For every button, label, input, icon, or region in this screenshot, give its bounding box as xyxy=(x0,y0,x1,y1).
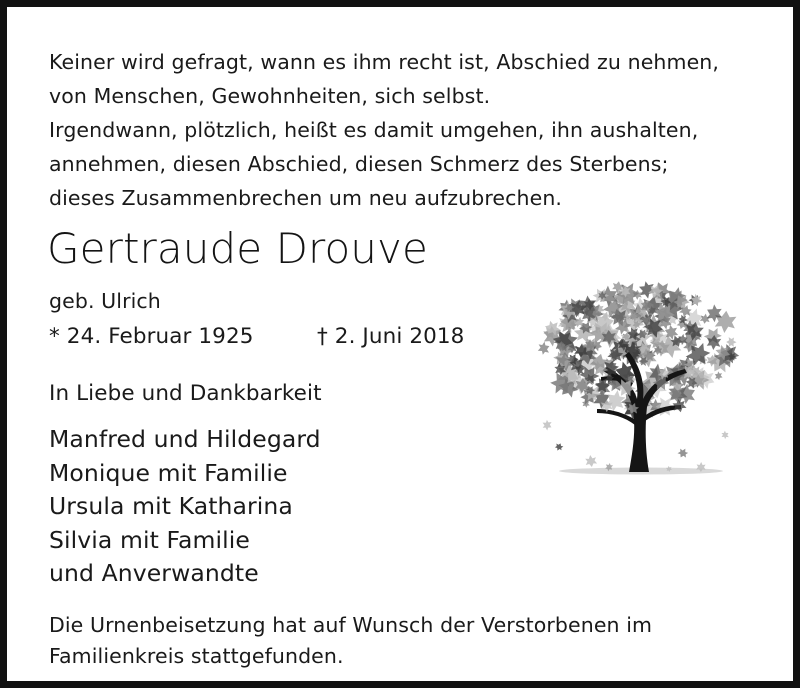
poem-line: annehmen, diesen Abschied, diesen Schmerz des Sterbens; xyxy=(49,152,669,176)
leaf-shape xyxy=(585,454,598,467)
poem-line: von Menschen, Gewohnheiten, sich selbst. xyxy=(49,84,491,108)
mourner-name: Silvia mit Familie xyxy=(49,525,250,554)
leaf-shape xyxy=(676,446,689,459)
leaf-shape xyxy=(536,341,552,357)
mourner-name: Monique mit Familie xyxy=(49,458,288,487)
mourner-name: Manfred und Hildegard xyxy=(49,425,321,453)
poem-line: Irgendwann, plötzlich, heißt es damit umgehen, ihn aushalten, xyxy=(49,118,699,142)
death-date: † 2. Juni 2018 xyxy=(317,324,465,349)
poem-line: Keiner wird gefragt, wann es ihm recht ist, Abschied zu nehmen, xyxy=(49,50,719,74)
poem-line: dieses Zusammenbrechen um neu aufzubrechen. xyxy=(49,186,563,210)
poem-text xyxy=(49,45,719,215)
leaf-shape xyxy=(540,418,553,431)
burial-notice xyxy=(49,610,652,672)
birth-name: geb. Ulrich xyxy=(49,289,161,313)
leaf-shape xyxy=(720,430,731,441)
deceased-name: Gertraude Drouve xyxy=(47,224,428,273)
notice-line: Die Urnenbeisetzung hat auf Wunsch der Verstorbenen im xyxy=(49,613,653,637)
mourner-name: und Anverwandte xyxy=(49,559,259,587)
mourners-list xyxy=(49,423,321,591)
mourner-name: Ursula mit Katharina xyxy=(49,492,293,520)
leaf-shape xyxy=(713,371,724,382)
dedication-line: In Liebe und Dankbarkeit xyxy=(49,381,322,406)
leaf-shape xyxy=(554,442,564,452)
tree-icon xyxy=(529,275,749,481)
birth-date: * 24. Februar 1925 xyxy=(49,324,254,349)
leaf-shape xyxy=(700,313,711,325)
notice-line: Familienkreis stattgefunden. xyxy=(49,644,344,668)
